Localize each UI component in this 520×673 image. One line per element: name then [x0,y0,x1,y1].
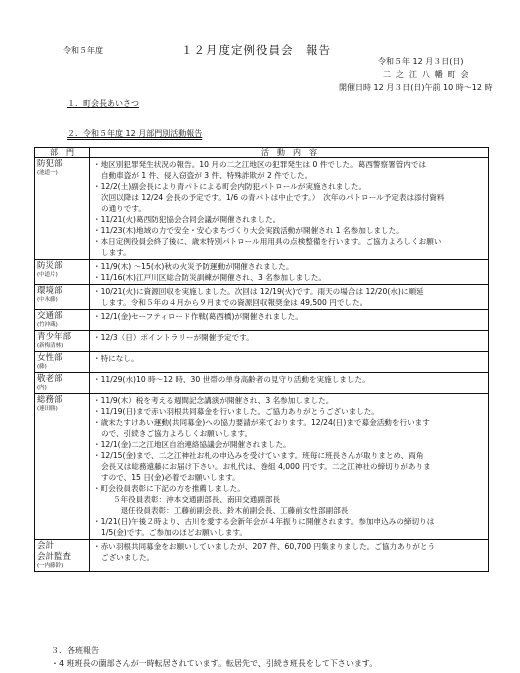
dept-members: (連田勝) [37,406,58,412]
table-row [35,310,489,331]
dept-name: 敬老部 [37,374,63,384]
activity-line: ５年役員表彰：沖本交通副部長、南田交通副部長 [113,495,281,504]
activity-line: ・12/1(金)セーフティロード作戦(葛西橋)が開催されました。 [93,312,303,321]
table-row [35,285,489,310]
table-row [35,394,489,540]
activity-line: 退任役員表彰：工藤前副会長、鈴木前副会長、工藤前女性部副部長 [113,506,349,515]
dept-members: (中氷藤) [37,297,58,303]
dept-cell [35,373,90,394]
activity-line: ・11/29(水)10 時～12 時、30 世帯の単身高齢者の見守り活動を実施しました。 [93,375,370,384]
dept-cell [35,352,90,373]
dept-cell [35,540,90,572]
activity-line: します。 [101,248,131,257]
dept-name: 交通部 [37,311,63,321]
fiscal-year-label: 令和５年度 [63,46,103,55]
activity-line: ・特になし。 [93,354,139,363]
section-3-heading: ３．各班報告 [51,646,99,655]
activity-line: ・12/3（日）ポイントラリーが開催予定です。 [93,333,254,342]
activity-cell [90,540,489,572]
table-header-row [35,148,489,158]
activity-line: ・本日定例役員会終了後に、歳末特別パトロール用用具の点検整備を行います。ご協力よろしくお願い [93,237,442,246]
activity-line: すので、15 日(金)必着でお願いします。 [101,473,240,482]
dept-members: (新梅清林) [37,343,64,349]
activity-cell [90,394,489,540]
activity-cell [90,331,489,352]
table-row [35,260,489,285]
activity-cell [90,285,489,310]
activity-line: ・11/23(木)地域の力で安全・安心まちづくり大会実践活動が開催され 1 名参加しました。 [93,226,404,235]
dept-members: (一内藤鈴) [37,563,64,569]
dept-cell [35,331,90,352]
dept-members: (竹沖蔵) [37,322,58,328]
activity-line: ので、引続きご協力よろしくお願いします。 [101,429,253,438]
dept-name: 環境部 [37,286,63,296]
table-row [35,331,489,352]
activity-cell [90,310,489,331]
dept-name: 青少年部 [37,332,72,342]
dept-cell [35,260,90,285]
activity-cell [90,373,489,394]
meeting-time: 開催日時 12 月３日(日)午前 10 時～12 時 [339,83,493,92]
activity-line: の通りです。 [101,204,146,213]
dept-name: 女性部 [37,353,63,363]
activity-line: 会長又は総務遠藤にお届け下さい。お札代は、巻組 4,000 円です。二之江神社の締切りがありま [101,462,431,471]
table-body [35,158,489,572]
activity-line: ・1/21(日)午後２時より、古川を愛する会新年会が４年振りに開催されます。参加申込みの締切りは [93,517,435,526]
dept-cell [35,158,90,260]
table-row [35,540,489,572]
dept-name: 防災部 [37,261,63,271]
activity-cell [90,158,489,260]
dept-cell [35,285,90,310]
header-activity: 活 動 内 容 [90,148,489,158]
dept-members: (池道一) [37,170,58,176]
table-row [35,352,489,373]
activity-line: ・地区別犯罪発生状況の報告。10 月の二之江地区の犯罪発生は 0 件でした。葛西警察署管内では [93,160,427,169]
section-1-heading: １．町会長あいさつ [67,99,139,108]
activity-cell [90,352,489,373]
table-row [35,373,489,394]
dept-name: 防犯部 [37,159,63,169]
activity-line: ・赤い羽根共同募金をお願いしていましたが、207 件、60,700 円集まりました。ご協力ありがとう [93,542,436,551]
table-row [35,158,489,260]
dept-name: 会計 会計監査 [37,541,72,562]
activity-line: 次回以降は 12/24 会長の予定です。1/6 の青パトは中止です。） 次年のパトロール予定表は添付資料 [101,193,445,202]
activity-line: ・10/21(火)に資源回収を実施しました。次回は 12/19(火)です。雨天の場合は 12/20(水)に順延 [93,287,424,296]
activity-line: ・11/19(日)まで赤い羽根共同募金を行いました。ご協力ありがとうございました。 [93,407,379,416]
activity-line: 自動車盗が 1 件、侵入窃盗が 3 件、特殊詐欺が 2 件でした。 [101,171,313,180]
document-title: １２月度定例役員会 報告 [181,43,331,57]
dept-members: (内) [37,385,47,391]
activity-cell [90,260,489,285]
section-3-line: ・4 班班長の薗部さんが一時転居されています。転居先で、引続き班長をして下さいます。 [51,659,378,668]
report-date: 令和５年 12 月３日(日) [378,57,464,66]
activity-line: 1/5(金)です。ご参加のほどお願いします。 [101,528,248,537]
dept-name: 総務部 [37,395,63,405]
activity-line: ・12/1(金)二之江地区自治連絡協議会が開催されました。 [93,440,291,449]
activity-table [34,147,489,572]
dept-members: (藤) [37,364,47,370]
organization-name: 二 之 江 八 幡 町 会 [383,70,470,79]
activity-line: ・12/15(金)まで、二之江神社お札の申込みを受けています。班毎に班長さんが取りまとめ、両角 [93,451,424,460]
activity-line: ・11/21(火)葛西防犯協会合同会議が開催されました。 [93,215,281,224]
dept-cell [35,310,90,331]
dept-members: (中道片) [37,272,58,278]
activity-line: ・11/9(木）税を考える週間記念講演が開催され、3 名参加しました。 [93,396,334,405]
activity-line: ・11/16(木)江戸川区総合防災訓練が開催され、3 名参加しました。 [93,273,326,282]
activity-line: ・歳末たすけあい運動(共同募金)への協力要請が来ております。12/24(日)まで募金活動を行います [93,418,430,427]
activity-line: ・12/2(土)副会長により青パトによる町会内防犯パトロールが実施されました。 [93,182,367,191]
section-2-heading: ２．令和５年度 12 月部門別活動報告 [67,129,203,138]
activity-line: ・11/9(木) ～15(水)秋の火災予防運動が開催されました。 [93,262,294,271]
activity-line: ・町会役員表彰に下記の方を推薦しました。 [93,484,245,493]
activity-line: ございました。 [101,553,155,562]
activity-line: します。令和５年の４月から９月までの資源回収報奨金は 49,500 円でした。 [101,298,368,307]
dept-cell [35,394,90,540]
header-dept: 部 門 [35,148,90,158]
